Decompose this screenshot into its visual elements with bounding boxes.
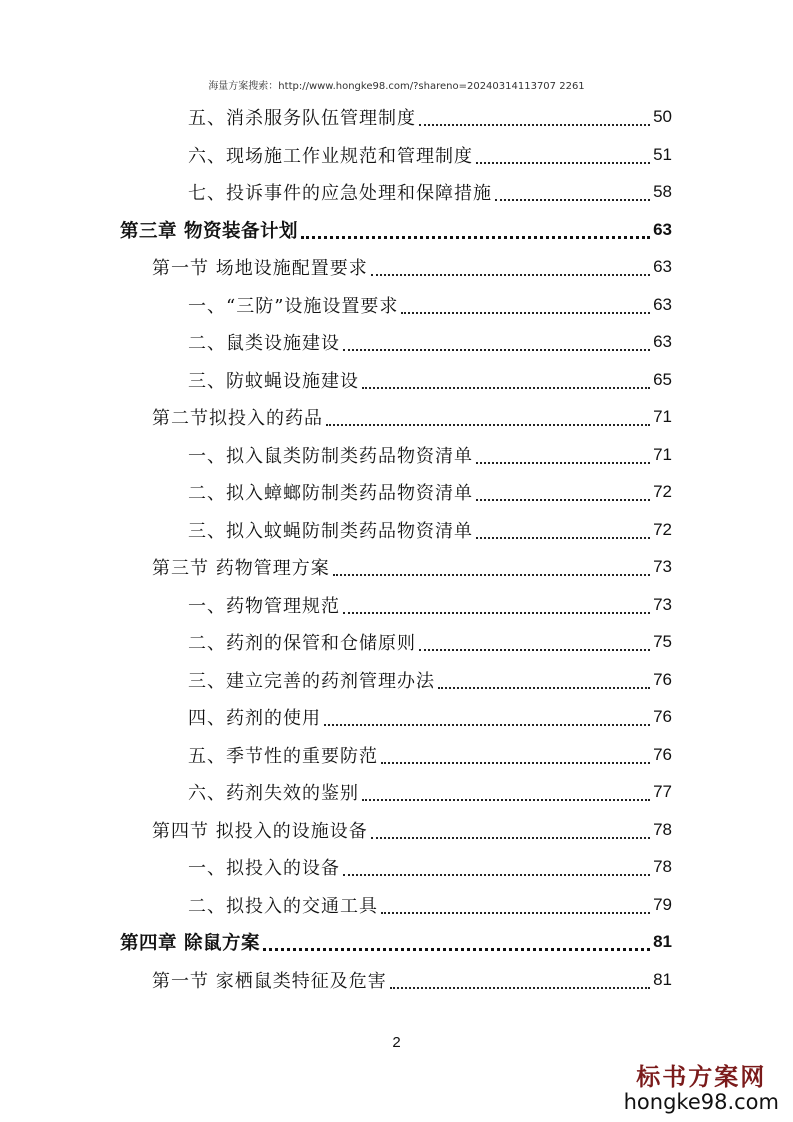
toc-leader-dots	[419, 124, 650, 126]
toc-entry-title: 五、消杀服务队伍管理制度	[188, 108, 416, 129]
toc-entry[interactable]	[152, 252, 672, 282]
toc-entry-title: 第一节 家栖鼠类特征及危害	[152, 970, 387, 992]
toc-entry-title: 第四节 拟投入的设施设备	[152, 820, 368, 842]
toc-entry[interactable]	[152, 402, 672, 432]
toc-entry-page: 81	[653, 969, 672, 989]
toc-leader-dots	[495, 199, 650, 201]
toc-leader-dots	[371, 274, 650, 276]
toc-leader-dots	[476, 162, 650, 164]
toc-entry[interactable]	[188, 590, 672, 620]
toc-entry-title: 七、投诉事件的应急处理和保障措施	[188, 183, 492, 204]
toc-leader-dots	[343, 349, 650, 351]
toc-entry-page: 72	[653, 482, 672, 501]
toc-entry-title: 五、季节性的重要防范	[188, 745, 378, 767]
toc-entry-title: 四、药剂的使用	[188, 708, 321, 729]
toc-leader-dots	[476, 499, 650, 501]
toc-entry-page: 79	[653, 894, 672, 914]
toc-entry-page: 75	[653, 632, 672, 651]
toc-entry-page: 73	[653, 594, 672, 614]
toc-entry-title: 二、鼠类设施建设	[188, 333, 340, 354]
toc-entry-page: 65	[653, 369, 672, 389]
toc-leader-dots	[333, 574, 650, 576]
toc-entry-page: 78	[653, 819, 672, 839]
toc-entry-title: 二、拟投入的交通工具	[188, 895, 378, 917]
toc-entry-page: 78	[653, 857, 672, 876]
watermark-cn: 标书方案网	[636, 1062, 767, 1091]
toc-leader-dots	[381, 762, 650, 764]
toc-leader-dots	[343, 612, 650, 614]
page-header	[0, 77, 793, 92]
toc-entry-title: 二、药剂的保管和仓储原则	[188, 633, 416, 654]
toc-entry[interactable]	[188, 777, 672, 807]
toc-entry-page: 76	[653, 707, 672, 726]
toc-entry-title: 一、药物管理规范	[188, 595, 340, 617]
toc-entry[interactable]	[152, 815, 672, 845]
toc-entry-page: 63	[653, 219, 672, 239]
toc-entry[interactable]	[188, 702, 672, 732]
toc-entry[interactable]	[152, 552, 672, 582]
toc-entry-title: 三、拟入蚊蝇防制类药品物资清单	[188, 520, 473, 542]
toc-entry-title: 六、现场施工作业规范和管理制度	[188, 145, 473, 167]
toc-leader-dots	[301, 236, 650, 239]
toc-leader-dots	[476, 537, 650, 539]
toc-entry-title: 第一节 场地设施配置要求	[152, 258, 368, 279]
toc-entry-title: 六、药剂失效的鉴别	[188, 783, 359, 804]
toc-entry-title: 第二节拟投入的药品	[152, 408, 323, 429]
toc-entry[interactable]	[188, 365, 672, 395]
toc-entry[interactable]	[188, 740, 672, 770]
toc-entry[interactable]	[188, 102, 672, 132]
page-number: 2	[392, 1034, 401, 1051]
toc-entry[interactable]	[188, 177, 672, 207]
toc-entry[interactable]	[188, 665, 672, 695]
toc-entry-title: 第四章 除鼠方案	[120, 933, 260, 954]
toc-entry-page: 77	[653, 782, 672, 801]
toc-entry[interactable]	[188, 327, 672, 357]
toc-entry-page: 63	[653, 332, 672, 351]
toc-entry-title: 第三节 药物管理方案	[152, 558, 330, 579]
toc-entry-title: 三、防蚊蝇设施建设	[188, 370, 359, 392]
toc-leader-dots	[324, 724, 650, 726]
toc-entry-title: 一、拟入鼠类防制类药品物资清单	[188, 445, 473, 467]
toc-entry[interactable]	[188, 852, 672, 882]
toc-entry[interactable]	[120, 215, 672, 245]
toc-entry-title: 一、“三防”设施设置要求	[188, 295, 399, 317]
toc-entry-page: 73	[653, 557, 672, 576]
toc-entry-page: 63	[653, 257, 672, 276]
toc-leader-dots	[263, 948, 650, 951]
toc-entry-page: 58	[653, 182, 672, 201]
toc-entry-title: 二、拟入蟑螂防制类药品物资清单	[188, 483, 473, 504]
toc-leader-dots	[381, 912, 650, 914]
toc-leader-dots	[438, 687, 650, 689]
toc-entry[interactable]	[188, 477, 672, 507]
toc-leader-dots	[476, 462, 650, 464]
toc-entry[interactable]	[188, 140, 672, 170]
toc-leader-dots	[371, 837, 650, 839]
toc-entry-page: 76	[653, 669, 672, 689]
toc-leader-dots	[401, 312, 650, 314]
toc-entry-page: 63	[653, 294, 672, 314]
toc-entry-title: 一、拟投入的设备	[188, 858, 340, 879]
toc-entry-page: 71	[653, 407, 672, 426]
toc-entry[interactable]	[188, 290, 672, 320]
toc-entry[interactable]	[152, 965, 672, 995]
toc-leader-dots	[419, 649, 650, 651]
toc-entry[interactable]	[188, 890, 672, 920]
toc-entry-page: 72	[653, 519, 672, 539]
toc-entry-page: 81	[653, 932, 672, 951]
toc-entry-title: 第三章 物资装备计划	[120, 220, 298, 242]
watermark-en: hongke98.com	[623, 1090, 779, 1114]
toc-entry-page: 71	[653, 444, 672, 464]
toc-leader-dots	[362, 799, 650, 801]
toc-entry-page: 51	[653, 144, 672, 164]
toc-leader-dots	[390, 987, 650, 989]
toc-entry-title: 三、建立完善的药剂管理办法	[188, 670, 435, 692]
toc-leader-dots	[362, 387, 650, 389]
toc-entry-page: 50	[653, 107, 672, 126]
toc-entry[interactable]	[188, 515, 672, 545]
toc-entry[interactable]	[188, 627, 672, 657]
toc-leader-dots	[326, 424, 650, 426]
toc-entry-page: 76	[653, 744, 672, 764]
toc-leader-dots	[343, 874, 650, 876]
toc-entry[interactable]	[120, 927, 672, 957]
toc-entry[interactable]	[188, 440, 672, 470]
site-watermark	[624, 1057, 779, 1114]
header-text: 海量方案搜索：http://www.hongke98.com/?shareno=20240314113707 2261	[208, 81, 585, 92]
